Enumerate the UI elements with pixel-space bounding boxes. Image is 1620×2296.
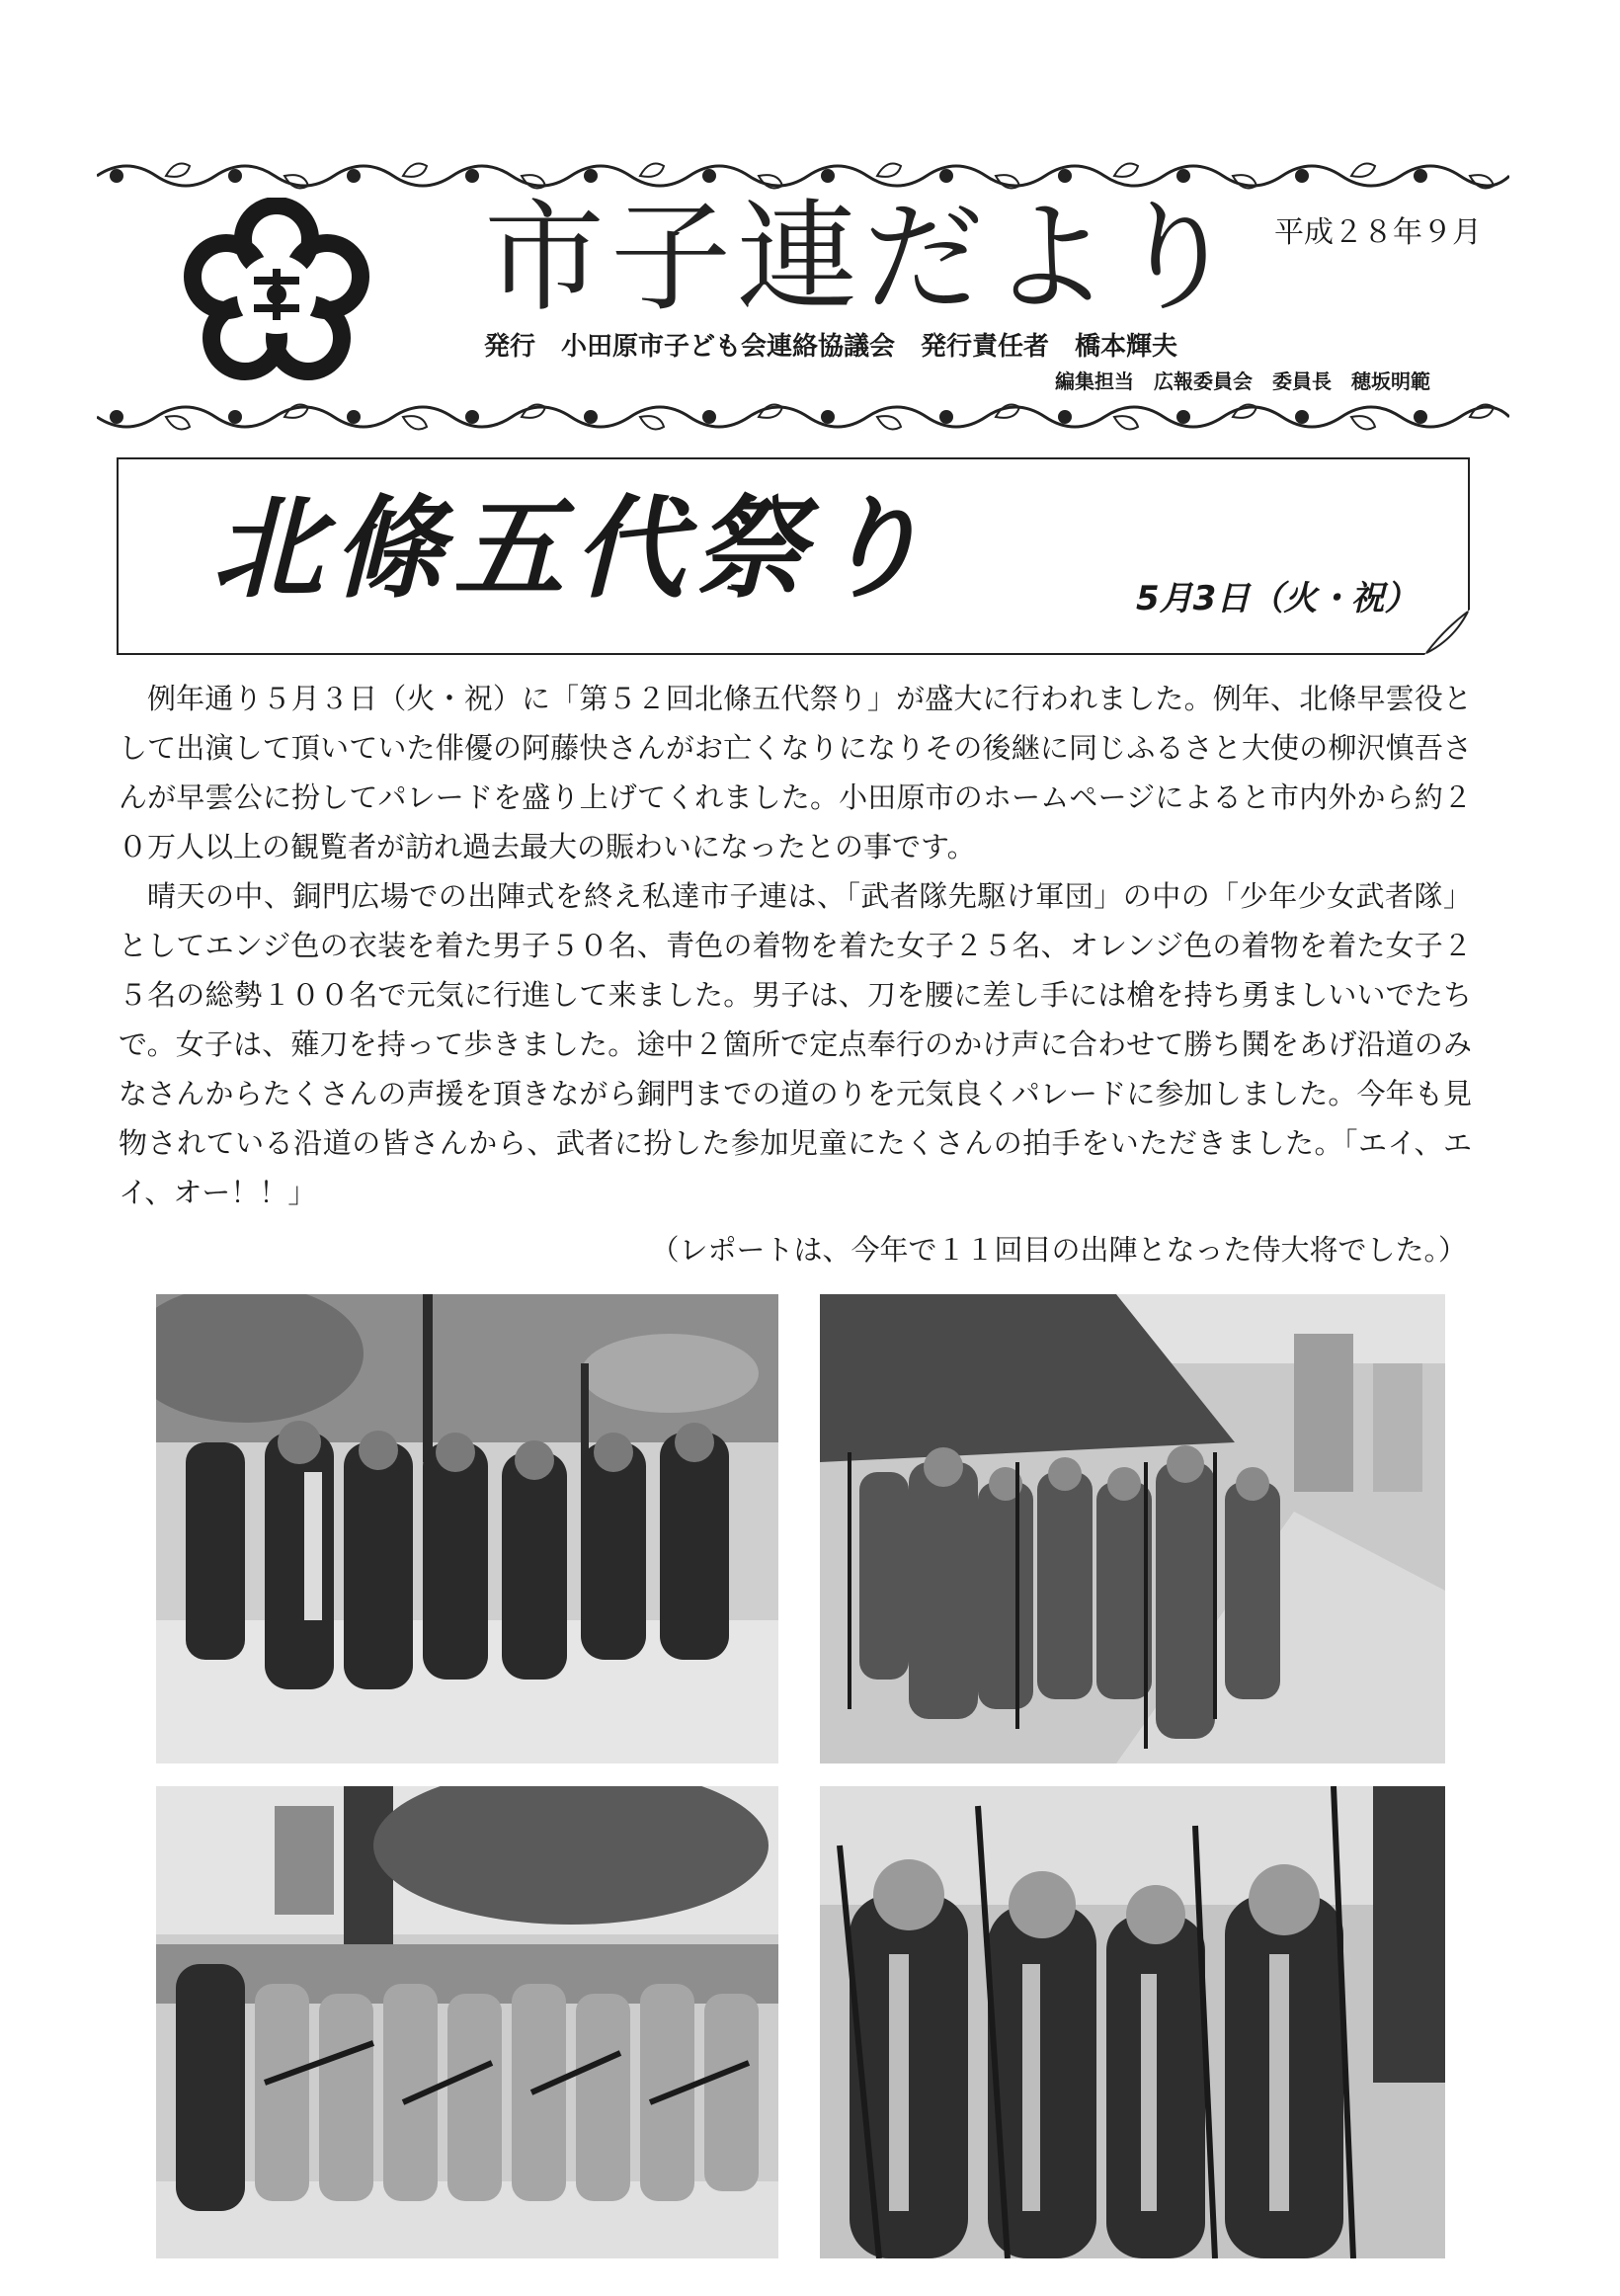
page-curl-icon bbox=[1424, 610, 1470, 655]
photo-boys-spears-closeup bbox=[820, 1786, 1445, 2258]
event-date: 5月3日（火・祝） bbox=[1136, 579, 1418, 618]
bottom-vine-border bbox=[97, 387, 1509, 447]
photo-girls-naginata-parade bbox=[156, 1786, 778, 2258]
article-paragraph: 例年通り５月３日（火・祝）に「第５２回北條五代祭り」が盛大に行われました。例年、北條早雲役として出演して頂いていた俳優の阿藤快さんがお亡くなりになりその後継に同じふるさと大使の柳沢慎吾さんが早雲公に扮してパレードを盛り上げてくれました。小田原市のホームページによると市内外から約２０万人以上の観覧者が訪れ過去最大の賑わいになったとの事です。 bbox=[119, 682, 1472, 863]
issue-date: 平成２８年９月 bbox=[1274, 215, 1482, 250]
masthead-title: 市子連だより bbox=[484, 188, 1243, 328]
event-title: 北條五代祭り bbox=[212, 484, 935, 614]
photo-boy-warriors-group bbox=[156, 1294, 778, 1763]
plum-blossom-crest-icon bbox=[183, 198, 370, 385]
editor-line: 編集担当 広報委員会 委員長 穂坂明範 bbox=[1055, 369, 1430, 393]
article-body bbox=[119, 674, 1472, 1217]
article-paragraph: 晴天の中、銅門広場での出陣式を終え私達市子連は、「武者隊先駆け軍団」の中の「少年少女武者隊」としてエンジ色の衣装を着た男子５０名、青色の着物を着た女子２５名、オレンジ色の着物を着た女子２５名の総勢１００名で元気に行進して来ました。男子は、刀を腰に差し手には槍を持ち勇ましいいでたちで。女子は、薙刀を持って歩きました。途中２箇所で定点奉行のかけ声に合わせて勝ち鬨をあげ沿道のみなさんからたくさんの声援を頂きながら銅門までの道のりを元気良くパレードに参加しました。今年も見物されている沿道の皆さんから、武者に扮した参加児童にたくさんの拍手をいただきました。「エイ、エイ、オー！！」 bbox=[119, 879, 1472, 1209]
report-note: （レポートは、今年で１１回目の出陣となった侍大将でした。） bbox=[650, 1233, 1467, 1267]
publisher-line: 発行 小田原市子ども会連絡協議会 発行責任者 橋本輝夫 bbox=[484, 332, 1178, 362]
photo-girls-kimono-street bbox=[820, 1294, 1445, 1763]
